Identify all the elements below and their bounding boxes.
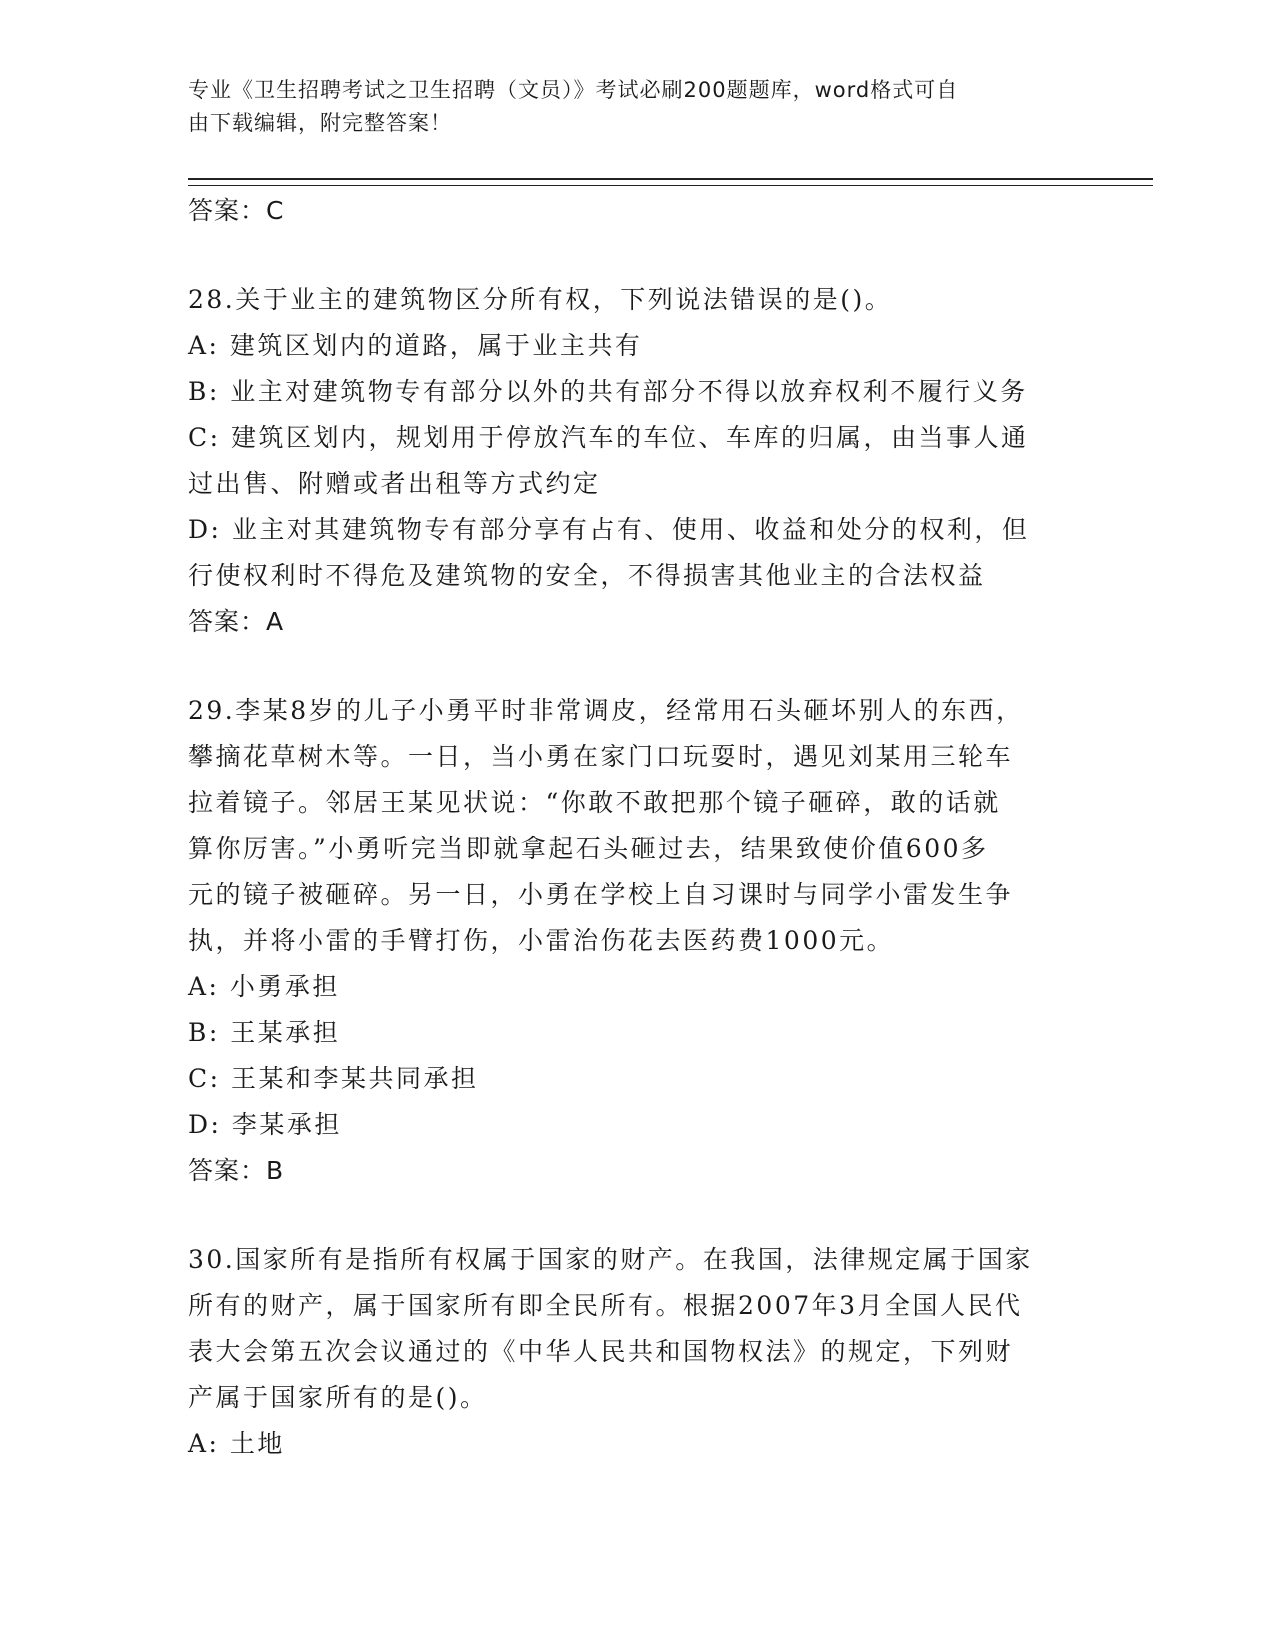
question-29-answer: 答案：B	[188, 1156, 285, 1185]
question-28-stem: 28.关于业主的建筑物区分所有权，下列说法错误的是()。	[188, 285, 893, 314]
question-28-option-d-cont: 行使权利时不得危及建筑物的安全，不得损害其他业主的合法权益	[188, 561, 986, 590]
question-30-stem-line: 表大会第五次会议通过的《中华人民共和国物权法》的规定，下列财	[188, 1337, 1014, 1366]
spacer	[188, 1194, 1088, 1237]
question-29-option-a: A: 小勇承担	[188, 972, 340, 1001]
header-line-2: 由下载编辑，附完整答案！	[188, 111, 452, 135]
question-28-answer: 答案：A	[188, 607, 285, 636]
page-header	[188, 74, 1068, 140]
question-30-stem-line: 产属于国家所有的是()。	[188, 1383, 488, 1412]
question-28-option-c-cont: 过出售、附赠或者出租等方式约定	[188, 469, 601, 498]
question-29-stem-line: 拉着镜子。邻居王某见状说：“你敢不敢把那个镜子砸碎，敢的话就	[188, 788, 1001, 817]
question-content	[188, 188, 1088, 1467]
question-29-option-c: C: 王某和李某共同承担	[188, 1064, 479, 1093]
spacer	[188, 645, 1088, 688]
spacer	[188, 234, 1088, 277]
question-30-option-a: A: 土地	[188, 1429, 285, 1458]
question-30	[188, 1237, 1088, 1467]
question-29-stem-line: 29.李某8岁的儿子小勇平时非常调皮，经常用石头砸坏别人的东西，	[188, 696, 1024, 725]
question-29	[188, 688, 1088, 1194]
header-line-1: 专业《卫生招聘考试之卫生招聘（文员）》考试必刷200题题库，word格式可自	[188, 78, 959, 102]
question-29-stem-line: 攀摘花草树木等。一日，当小勇在家门口玩耍时，遇见刘某用三轮车	[188, 742, 1014, 771]
question-28-option-d: D: 业主对其建筑物专有部分享有占有、使用、收益和处分的权利，但	[188, 515, 1030, 544]
answer-previous: 答案：C	[188, 196, 285, 225]
question-28-option-b: B: 业主对建筑物专有部分以外的共有部分不得以放弃权利不履行义务	[188, 377, 1028, 406]
question-29-stem-line: 执，并将小雷的手臂打伤，小雷治伤花去医药费1000元。	[188, 926, 895, 955]
question-29-option-d: D: 李某承担	[188, 1110, 342, 1139]
question-29-option-b: B: 王某承担	[188, 1018, 341, 1047]
question-29-stem-line: 算你厉害。”小勇听完当即就拿起石头砸过去，结果致使价值600多	[188, 834, 989, 863]
question-28	[188, 277, 1088, 645]
header-rule-thick	[188, 178, 1153, 180]
question-28-option-c: C: 建筑区划内，规划用于停放汽车的车位、车库的归属，由当事人通	[188, 423, 1029, 452]
question-28-option-a: A: 建筑区划内的道路，属于业主共有	[188, 331, 643, 360]
question-30-stem-line: 所有的财产，属于国家所有即全民所有。根据2007年3月全国人民代	[188, 1291, 1023, 1320]
header-rule-thin	[188, 185, 1153, 186]
question-29-stem-line: 元的镜子被砸碎。另一日，小勇在学校上自习课时与同学小雷发生争	[188, 880, 1014, 909]
question-30-stem-line: 30.国家所有是指所有权属于国家的财产。在我国，法律规定属于国家	[188, 1245, 1033, 1274]
